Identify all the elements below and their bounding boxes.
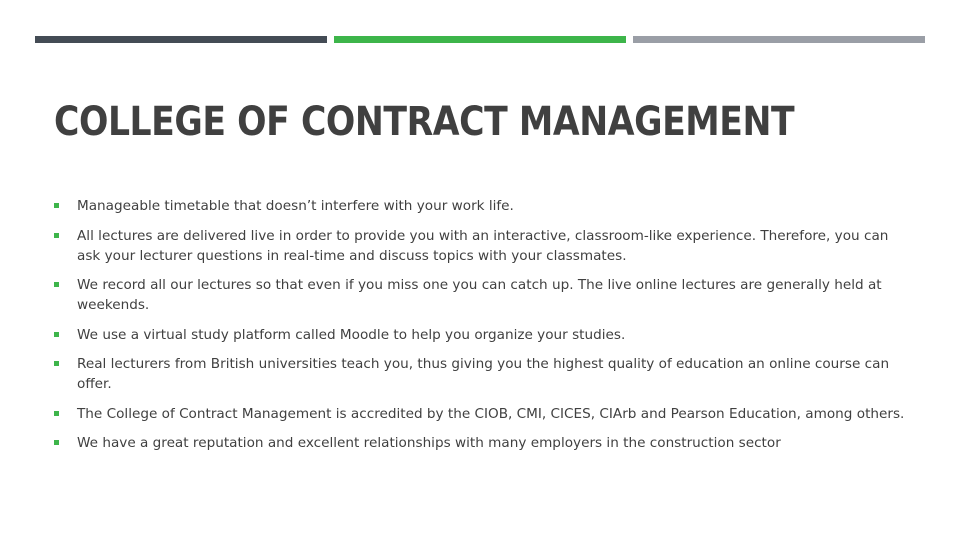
bullet-text: We have a great reputation and excellent relationships with many employers in the construction sector bbox=[77, 435, 781, 451]
bullet-text: We record all our lectures so that even if you miss one you can catch up. The live online lectures are generally held at weekends. bbox=[77, 277, 882, 313]
bullet-list bbox=[54, 196, 914, 463]
square-bullet-icon bbox=[54, 282, 59, 287]
square-bullet-icon bbox=[54, 203, 59, 208]
bullet-text: All lectures are delivered live in order to provide you with an interactive, classroom-like experience. Therefore, you can ask your lecturer questions in real-time and discuss topics with your classmates. bbox=[77, 227, 889, 264]
slide-title: COLLEGE OF CONTRACT MANAGEMENT bbox=[54, 99, 795, 145]
bullet-text: The College of Contract Management is accredited by the CIOB, CMI, CICES, CIArb and Pearson Education, among others. bbox=[77, 405, 905, 422]
top-bar-dark bbox=[35, 36, 327, 43]
bullet-item bbox=[54, 226, 914, 266]
square-bullet-icon bbox=[54, 332, 59, 337]
top-bar-gray bbox=[633, 36, 925, 43]
square-bullet-icon bbox=[54, 411, 59, 416]
bullet-item bbox=[54, 275, 914, 315]
square-bullet-icon bbox=[54, 233, 59, 238]
bullet-text: Manageable timetable that doesn’t interfere with your work life. bbox=[77, 198, 514, 214]
bullet-item bbox=[54, 404, 914, 424]
square-bullet-icon bbox=[54, 361, 59, 366]
bullet-item bbox=[54, 354, 914, 394]
bullet-item bbox=[54, 325, 914, 345]
bullet-text: Real lecturers from British universities teach you, thus giving you the highest quality of education an online course can offer. bbox=[77, 356, 890, 392]
bullet-item bbox=[54, 433, 914, 453]
square-bullet-icon bbox=[54, 440, 59, 445]
bullet-text: We use a virtual study platform called Moodle to help you organize your studies. bbox=[77, 326, 626, 343]
top-bar-green bbox=[334, 36, 626, 43]
decorative-top-bars bbox=[35, 36, 925, 43]
bullet-item bbox=[54, 196, 914, 216]
